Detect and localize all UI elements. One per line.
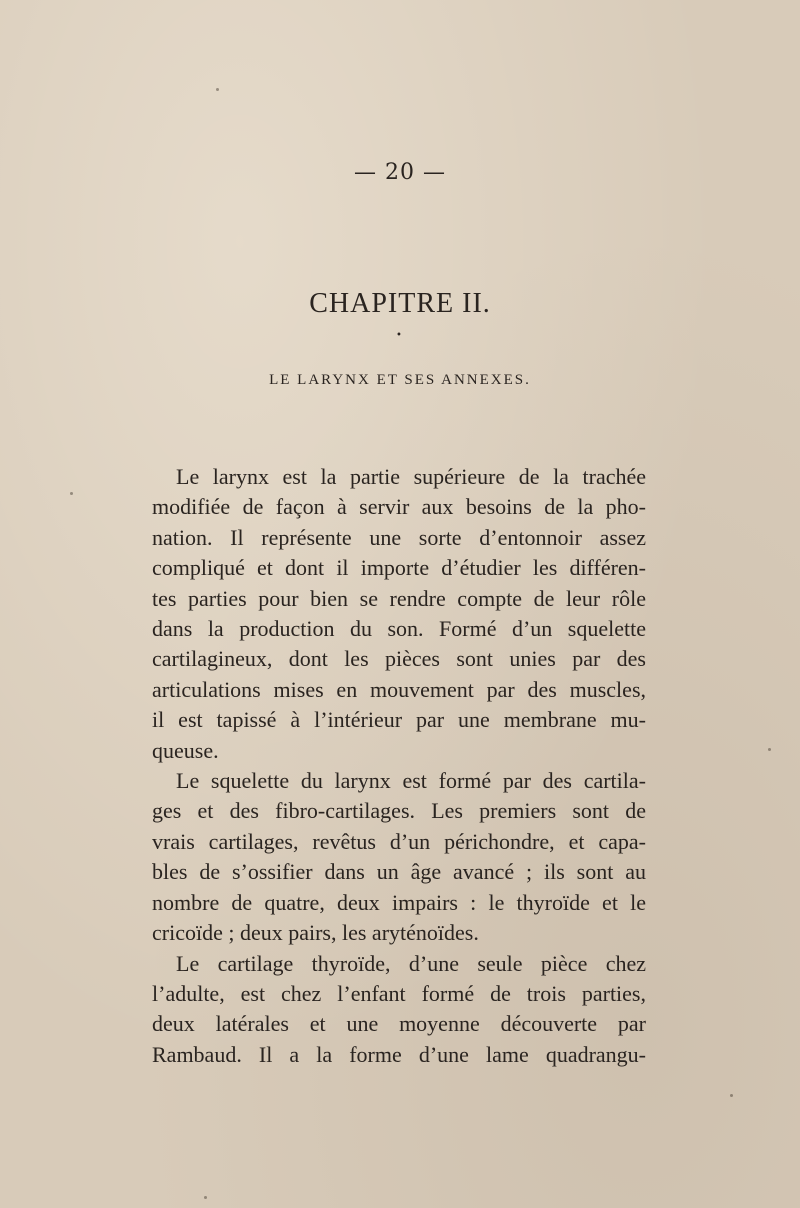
page-number: — 20 — xyxy=(354,160,446,185)
body-text xyxy=(152,462,646,1070)
text-line: ges et des fibro-cartilages. Les premiers sont de xyxy=(152,798,646,824)
text-line: bles de s’ossifier dans un âge avancé ; ils sont au xyxy=(152,859,646,885)
ornament-dot: • xyxy=(396,330,402,341)
paper-speck xyxy=(204,1196,207,1199)
text-line: l’adulte, est chez l’enfant formé de trois parties, xyxy=(152,980,646,1006)
paper-speck xyxy=(70,492,73,495)
text-line: nation. Il représente une sorte d’entonnoir assez xyxy=(152,524,646,550)
text-line: dans la production du son. Formé d’un squelette xyxy=(152,616,646,642)
text-line: articulations mises en mouvement par des muscles, xyxy=(152,676,646,702)
paper-speck xyxy=(768,748,771,751)
text-line: deux latérales et une moyenne découverte par xyxy=(152,1011,646,1037)
text-line: il est tapissé à l’intérieur par une membrane mu- xyxy=(152,707,646,733)
text-line: Le squelette du larynx est formé par des cartila- xyxy=(176,768,646,794)
text-line: Rambaud. Il a la forme d’une lame quadrangu- xyxy=(152,1041,646,1067)
text-line: queuse. xyxy=(152,737,219,763)
text-line: cricoïde ; deux pairs, les aryténoïdes. xyxy=(152,920,479,946)
paper-speck xyxy=(216,88,219,91)
text-line: nombre de quatre, deux impairs : le thyroïde et le xyxy=(152,889,646,915)
text-line: modifiée de façon à servir aux besoins de la pho- xyxy=(152,494,646,520)
chapter-title: CHAPITRE II. xyxy=(309,288,491,319)
text-line: tes parties pour bien se rendre compte de leur rôle xyxy=(152,585,646,611)
text-line: compliqué et dont il importe d’étudier les différen- xyxy=(152,555,646,581)
paper-speck xyxy=(730,1094,733,1097)
text-line: vrais cartilages, revêtus d’un périchondre, et capa- xyxy=(152,828,646,854)
text-line: cartilagineux, dont les pièces sont unies par des xyxy=(152,646,646,672)
section-heading: LE LARYNX ET SES ANNEXES. xyxy=(269,372,531,388)
text-line: Le cartilage thyroïde, d’une seule pièce chez xyxy=(176,950,646,976)
text-line: Le larynx est la partie supérieure de la trachée xyxy=(176,464,646,489)
